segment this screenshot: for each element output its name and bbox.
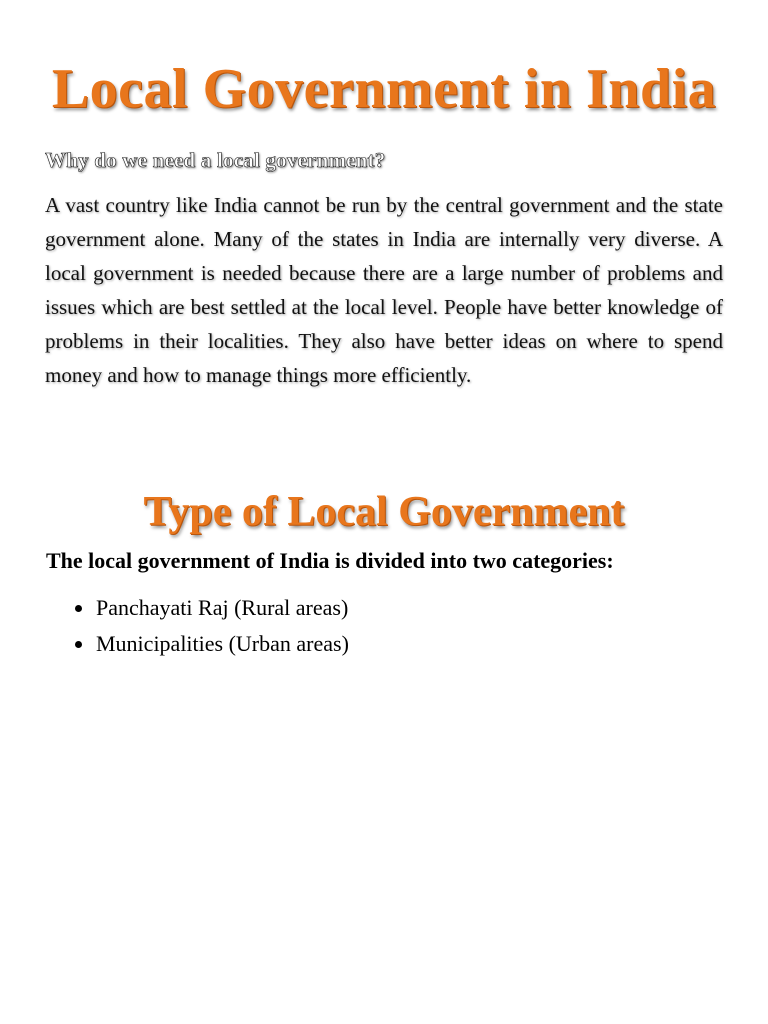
question-heading: Why do we need a local government?	[45, 148, 386, 172]
list-item	[75, 626, 723, 662]
bullet-icon	[75, 641, 82, 648]
bullet-icon	[75, 605, 82, 612]
page-title: Local Government in India	[51, 58, 717, 120]
categories-intro: The local government of India is divided into two categories:	[46, 548, 614, 573]
list-item-label: Municipalities (Urban areas)	[96, 631, 349, 656]
section-title: Type of Local Government	[143, 489, 625, 535]
list-item	[75, 590, 723, 626]
categories-list	[45, 590, 723, 662]
list-item-label: Panchayati Raj (Rural areas)	[96, 595, 349, 620]
answer-paragraph: A vast country like India cannot be run by the central government and the state government alone. Many of the states in India are internally very diverse. A local government is needed because there are a large number of problems and issues which are best settled at the local level. People have better knowledge of problems in their localities. They also have better ideas on where to spend money and how to manage things more efficiently.	[45, 193, 723, 387]
